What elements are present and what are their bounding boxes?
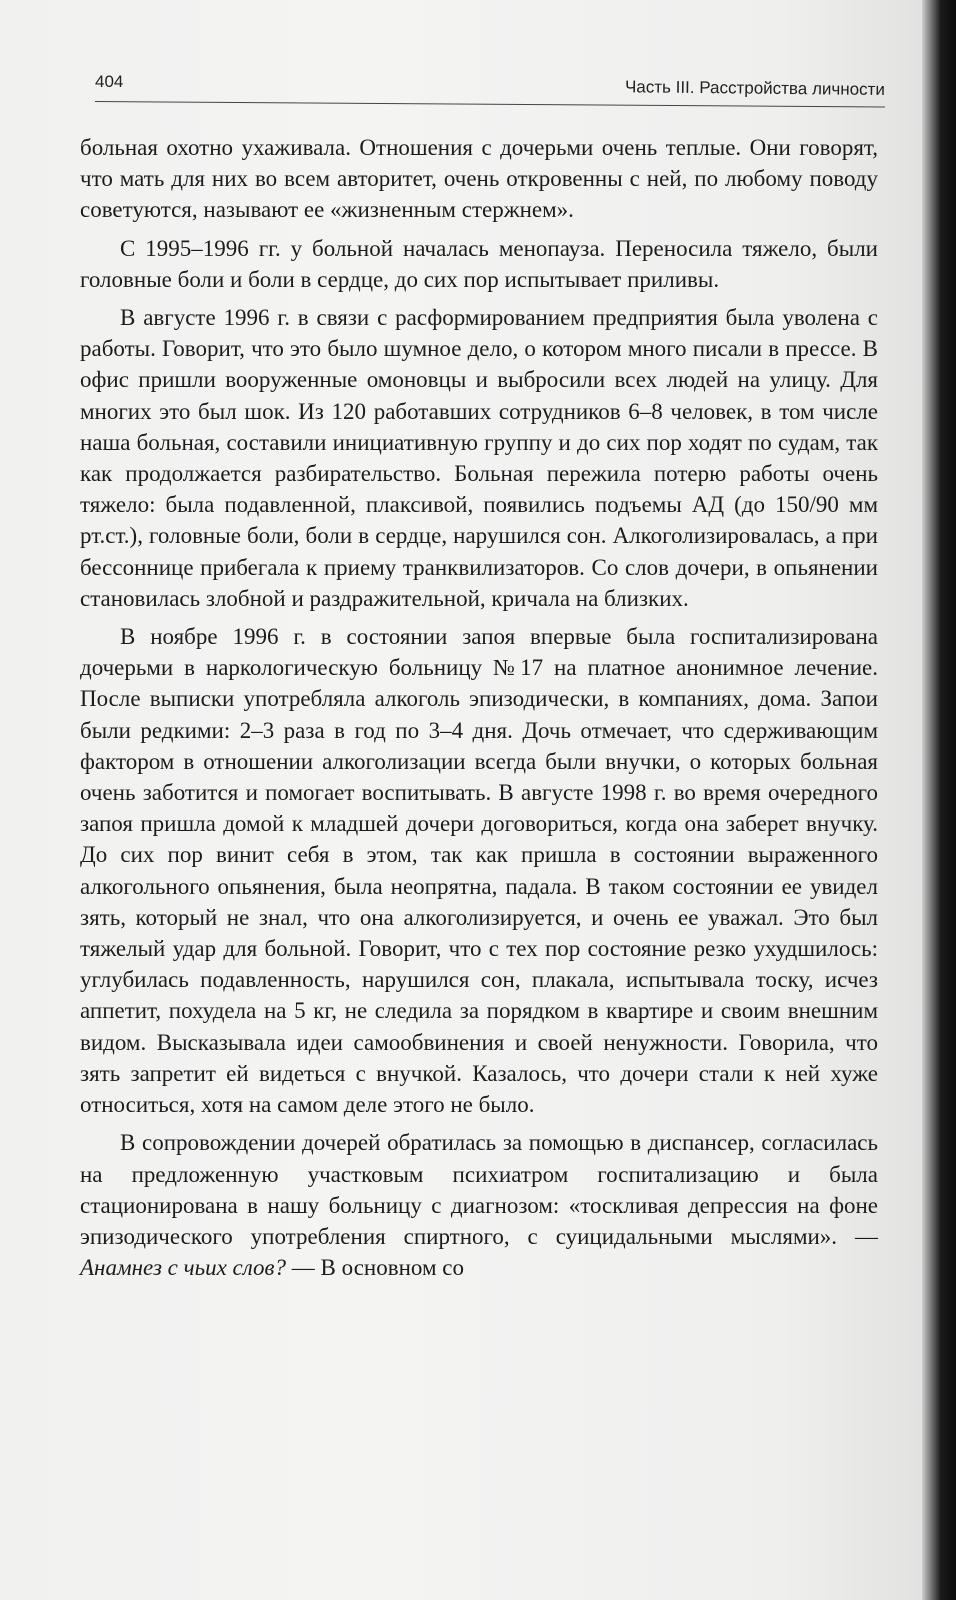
- paragraph: В ноябре 1996 г. в состоянии запоя впервые была госпитализирована дочерьми в наркологическую больницу №17 на платное анонимное лечение. После выписки употребляла алкоголь эпизодически, в компаниях, дома. Запои были редкими: 2–3 раза в год по 3–4 дня. Дочь отмечает, что сдерживающим фактором в отношении алкоголизации всегда были внучки, о которых больная очень заботится и помогает воспитывать. В августе 1998 г. во время очередного запоя пришла домой к младшей дочери договориться, когда она заберет внучку. До сих пор винит себя в этом, так как пришла в состоянии выраженного алкогольного опьянения, была неопрятна, падала. В таком состоянии ее увидел зять, который не знал, что она алкоголизируется, и очень ее уважал. Это был тяжелый удар для больной. Говорит, что с тех пор состояние резко ухудшилось: углубилась подавленность, нарушился сон, плакала, испытывала тоску, исчез аппетит, похудела на 5 кг, не следила за порядком в квартире и своим внешним видом. Высказывала идеи самообвинения и своей ненужности. Говорила, что зять запретит ей видеться с внучкой. Казалось, что дочери стали к ней хуже относиться, хотя на самом деле этого не было.: [80, 624, 878, 1118]
- paragraph: В августе 1996 г. в связи с расформированием предприятия была уволена с работы. Говорит, что это было шумное дело, о котором много писали в прессе. В офис пришли вооруженные омоновцы и выбросили всех людей на улицу. Для многих это был шок. Из 120 работавших сотрудников 6–8 человек, в том числе наша больная, составили инициативную группу и до сих пор ходят по судам, так как продолжается разбирательство. Больная пережила потерю работы очень тяжело: была подавленной, плаксивой, появились подъемы АД (до 150/90 мм рт.ст.), головные боли, боли в сердце, нарушился сон. Алкоголизировалась, а при бессоннице прибегала к приему транквилизаторов. Со слов дочери, в опьянении становилась злобной и раздражительной, кричала на близких.: [80, 305, 878, 611]
- page-number: 404: [95, 72, 124, 91]
- paragraph: больная охотно ухаживала. Отношения с дочерьми очень теплые. Они говорят, что мать для них во всем авторитет, очень откровенны с ней, по любому поводу советуются, называют ее «жизненным стержнем».: [80, 135, 878, 223]
- page-header: [95, 68, 885, 102]
- paragraph: С 1995–1996 гг. у больной началась менопауза. Переносила тяжело, были головные боли и боли в сердце, до сих пор испытывает приливы.: [80, 235, 878, 292]
- body-text: [80, 132, 878, 1290]
- paragraph-tail: — В основном со: [286, 1255, 464, 1281]
- running-head: Часть III. Расстройства личности: [625, 77, 886, 99]
- paragraph-text: В сопровождении дочерей обратилась за помощью в диспансер, согласилась на предложенную участковым психиатром госпитализацию и была стационирована в нашу больницу с диагнозом: «тоскливая депрессия на фоне эпизодического употребления спиртного, с суицидальными мыслями». —: [80, 1130, 878, 1249]
- book-spine-shadow: [922, 0, 956, 1600]
- paragraph-last: [80, 1127, 878, 1283]
- italic-question: Анамнез с чьих слов?: [80, 1255, 287, 1281]
